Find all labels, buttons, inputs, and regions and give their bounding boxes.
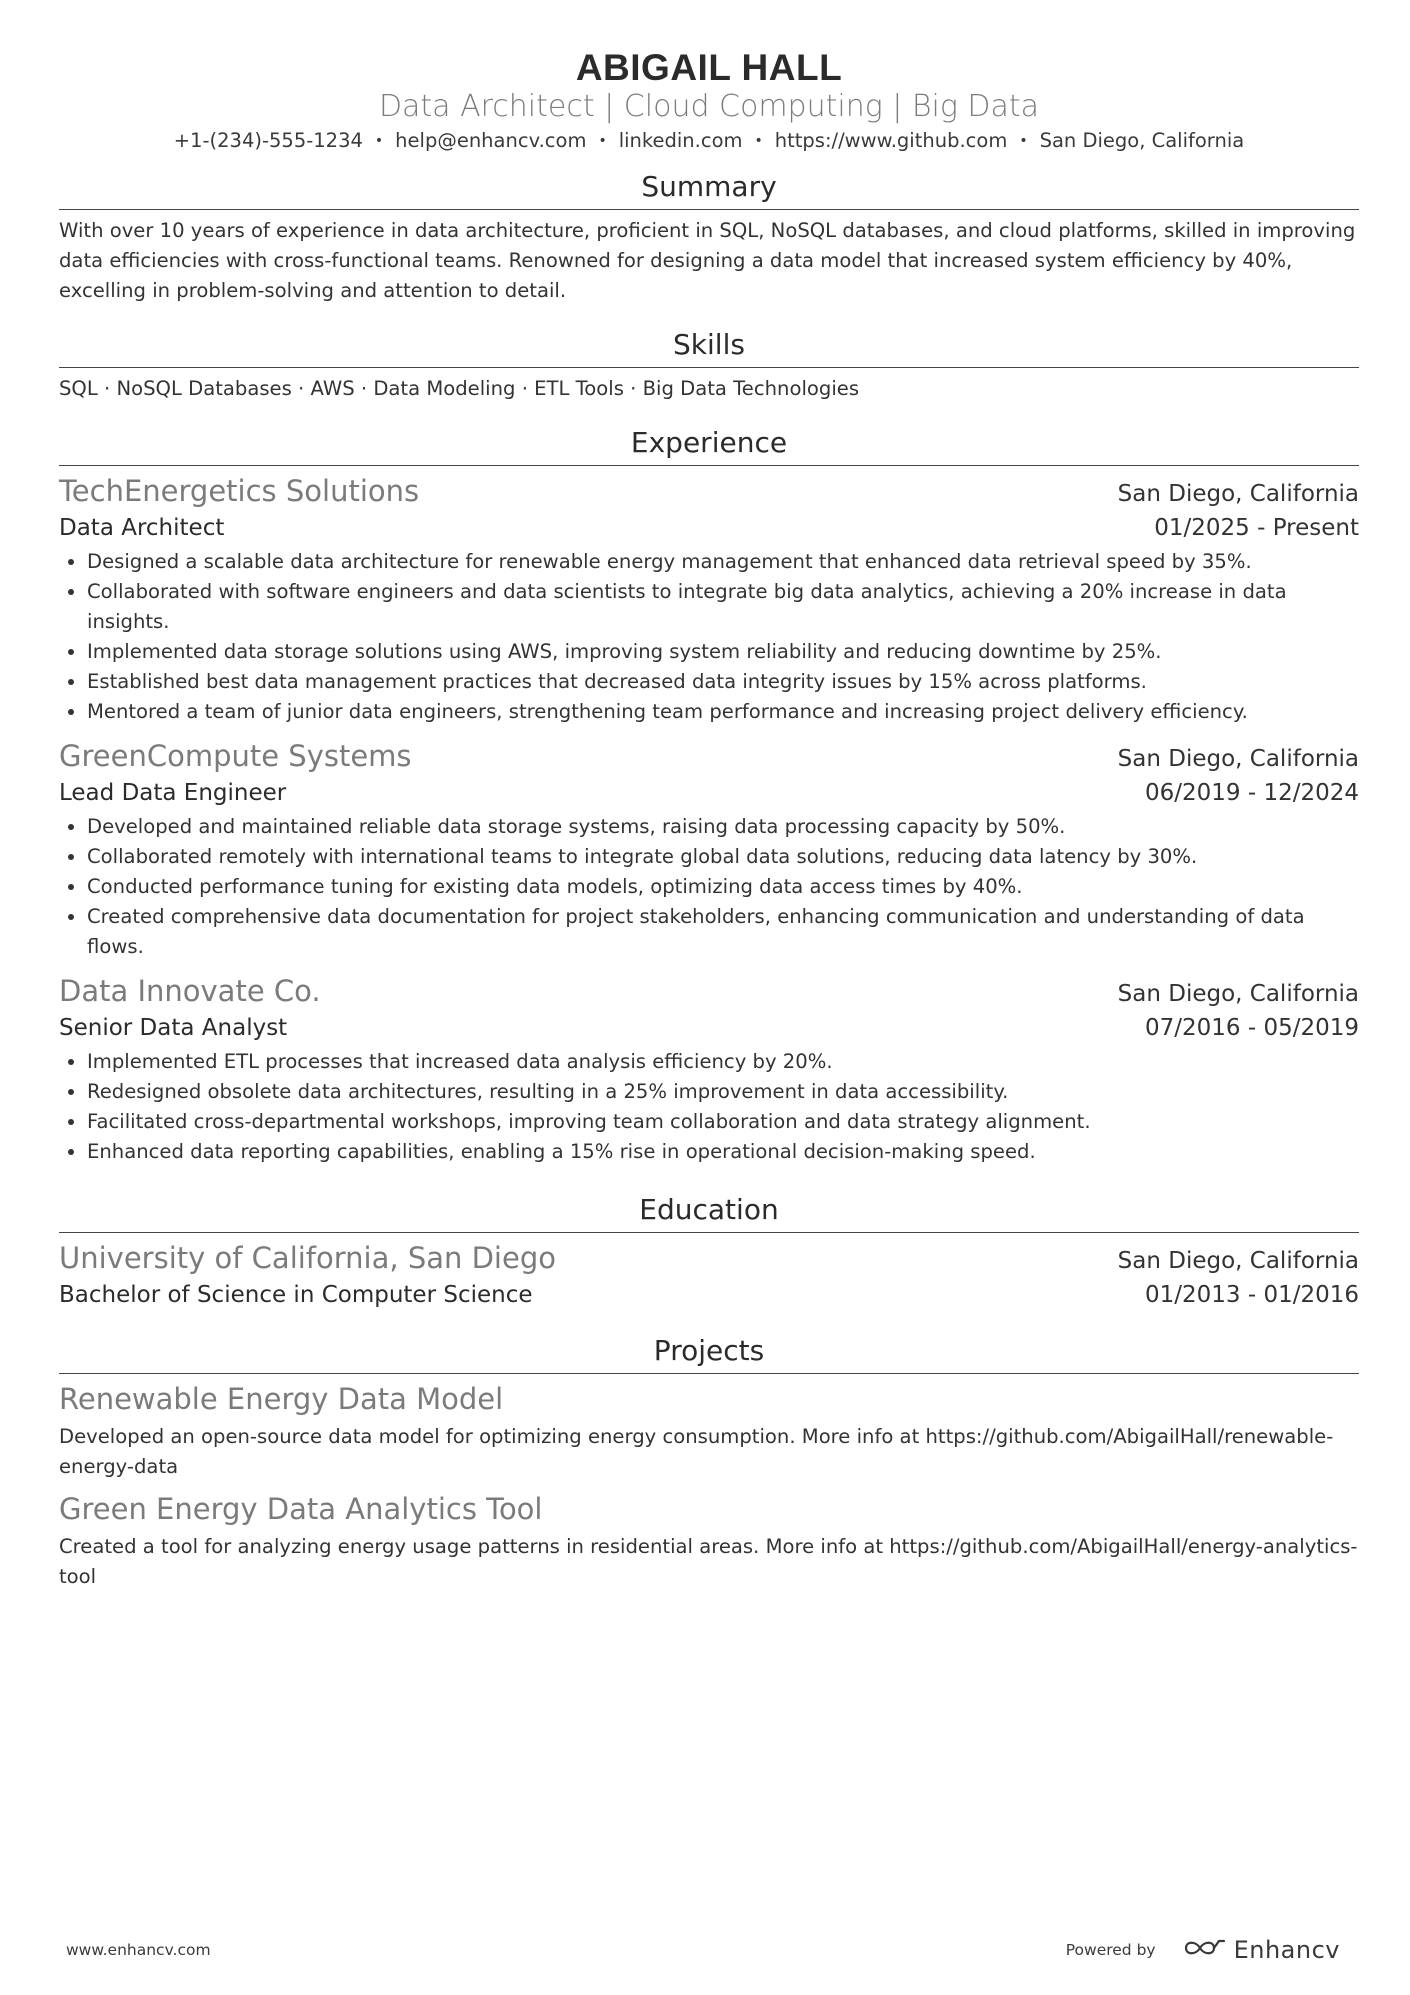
job-subheader bbox=[59, 1011, 1359, 1045]
school-name: University of California, San Diego bbox=[59, 1241, 556, 1275]
skills-section bbox=[59, 328, 1359, 404]
job-bullets bbox=[59, 1047, 1359, 1167]
company-name: Data Innovate Co. bbox=[59, 974, 321, 1008]
location: San Diego, California bbox=[1039, 129, 1245, 152]
bullet-separator: • bbox=[1019, 133, 1028, 149]
education-section bbox=[59, 1193, 1359, 1312]
bullet-item: • Mentored a team of junior data engineers, strengthening team performance and increasing project delivery efficiency. bbox=[87, 697, 1359, 727]
github-link[interactable]: https://www.github.com bbox=[774, 129, 1008, 152]
job-entry bbox=[59, 472, 1359, 727]
candidate-headline: Data Architect | Cloud Computing | Big Data bbox=[378, 89, 1040, 124]
candidate-name: ABIGAIL HALL bbox=[575, 47, 843, 88]
enhancv-logo-svg bbox=[1182, 1937, 1226, 1959]
bullet-separator: • bbox=[598, 133, 607, 149]
footer-website-link[interactable]: www.enhancv.com bbox=[66, 1941, 211, 1959]
page-footer bbox=[0, 1936, 1410, 1966]
school-location: San Diego, California bbox=[1117, 1248, 1359, 1274]
bullet-item: • Implemented ETL processes that increased data analysis efficiency by 20%. bbox=[87, 1047, 1359, 1077]
experience-title: Experience bbox=[59, 426, 1359, 466]
contact-line bbox=[59, 128, 1359, 154]
job-dates: 01/2025 - Present bbox=[1154, 515, 1359, 541]
job-subheader bbox=[59, 776, 1359, 810]
job-bullets bbox=[59, 812, 1359, 962]
job-dates: 06/2019 - 12/2024 bbox=[1144, 780, 1359, 806]
bullet-item: • Conducted performance tuning for existing data models, optimizing data access times by 40%. bbox=[87, 872, 1359, 902]
job-location: San Diego, California bbox=[1117, 481, 1359, 507]
summary-title: Summary bbox=[59, 170, 1359, 210]
job-location: San Diego, California bbox=[1117, 746, 1359, 772]
bullet-item: • Redesigned obsolete data architectures, resulting in a 25% improvement in data accessibility. bbox=[87, 1077, 1359, 1107]
degree: Bachelor of Science in Computer Science bbox=[59, 1282, 533, 1308]
footer-branding bbox=[1066, 1936, 1340, 1964]
project-entry bbox=[59, 1490, 1359, 1592]
bullet-separator: • bbox=[374, 133, 384, 149]
enhancv-brand-name[interactable]: Enhancv bbox=[1233, 1936, 1340, 1964]
job-header bbox=[59, 472, 1359, 511]
job-header bbox=[59, 972, 1359, 1011]
job-entry bbox=[59, 972, 1359, 1167]
phone: +1-(234)-555-1234 bbox=[173, 129, 363, 152]
skills-title: Skills bbox=[59, 328, 1359, 368]
bullet-item: • Enhanced data reporting capabilities, enabling a 15% rise in operational decision-making speed. bbox=[87, 1137, 1359, 1167]
job-entry bbox=[59, 737, 1359, 962]
job-subheader bbox=[59, 511, 1359, 545]
job-dates: 07/2016 - 05/2019 bbox=[1144, 1015, 1359, 1041]
bullet-item: • Designed a scalable data architecture for renewable energy management that enhanced data retrieval speed by 35%. bbox=[87, 547, 1359, 577]
bullet-item: • Implemented data storage solutions using AWS, improving system reliability and reducing downtime by 25%. bbox=[87, 637, 1359, 667]
projects-title: Projects bbox=[59, 1334, 1359, 1374]
education-dates: 01/2013 - 01/2016 bbox=[1144, 1282, 1359, 1308]
bullet-item: • Collaborated remotely with international teams to integrate global data solutions, reducing data latency by 30%. bbox=[87, 842, 1359, 872]
education-header bbox=[59, 1239, 1359, 1278]
bullet-item: • Established best data management practices that decreased data integrity issues by 15% across platforms. bbox=[87, 667, 1359, 697]
project-description: Created a tool for analyzing energy usage patterns in residential areas. More info at https://github.com/AbigailHall/energy-analytics-tool bbox=[59, 1535, 1358, 1588]
project-description: Developed an open-source data model for optimizing energy consumption. More info at https://github.com/AbigailHall/renewable-energy-data bbox=[59, 1425, 1334, 1478]
company-name: GreenCompute Systems bbox=[59, 739, 412, 773]
powered-by-label: Powered by bbox=[1065, 1941, 1156, 1959]
summary-section bbox=[59, 170, 1359, 306]
enhancv-logo-icon bbox=[1182, 1937, 1226, 1963]
linkedin-link[interactable]: linkedin.com bbox=[618, 129, 743, 152]
project-entry bbox=[59, 1380, 1359, 1482]
projects-section bbox=[59, 1334, 1359, 1592]
project-title: Green Energy Data Analytics Tool bbox=[59, 1492, 543, 1526]
bullet-separator: • bbox=[754, 133, 763, 149]
summary-text: With over 10 years of experience in data architecture, proficient in SQL, NoSQL databases, and cloud platforms, skilled in improving data efficiencies with cross-functional teams. Renowned for designing a data model that increased system efficiency by 40%, excelling in problem-solving and attention to detail. bbox=[59, 219, 1356, 302]
experience-section bbox=[59, 426, 1359, 1167]
job-role: Lead Data Engineer bbox=[59, 780, 287, 806]
education-title: Education bbox=[59, 1193, 1359, 1233]
project-title: Renewable Energy Data Model bbox=[59, 1382, 504, 1416]
bullet-item: • Developed and maintained reliable data storage systems, raising data processing capacity by 50%. bbox=[87, 812, 1359, 842]
company-name: TechEnergetics Solutions bbox=[59, 474, 420, 508]
bullet-item: • Facilitated cross-departmental workshops, improving team collaboration and data strategy alignment. bbox=[87, 1107, 1359, 1137]
bullet-item: • Created comprehensive data documentation for project stakeholders, enhancing communication and understanding of data flows. bbox=[87, 902, 1359, 962]
education-subheader bbox=[59, 1278, 1359, 1312]
job-bullets bbox=[59, 547, 1359, 727]
job-location: San Diego, California bbox=[1117, 981, 1359, 1007]
resume-header bbox=[59, 46, 1359, 154]
bullet-item: • Collaborated with software engineers and data scientists to integrate big data analytics, achieving a 20% increase in data insights. bbox=[87, 577, 1359, 637]
email[interactable]: help@enhancv.com bbox=[395, 129, 587, 152]
job-header bbox=[59, 737, 1359, 776]
job-role: Data Architect bbox=[59, 515, 225, 541]
job-role: Senior Data Analyst bbox=[59, 1015, 288, 1041]
skills-list: SQL · NoSQL Databases · AWS · Data Modeling · ETL Tools · Big Data Technologies bbox=[59, 377, 860, 400]
resume-page bbox=[59, 46, 1359, 1592]
